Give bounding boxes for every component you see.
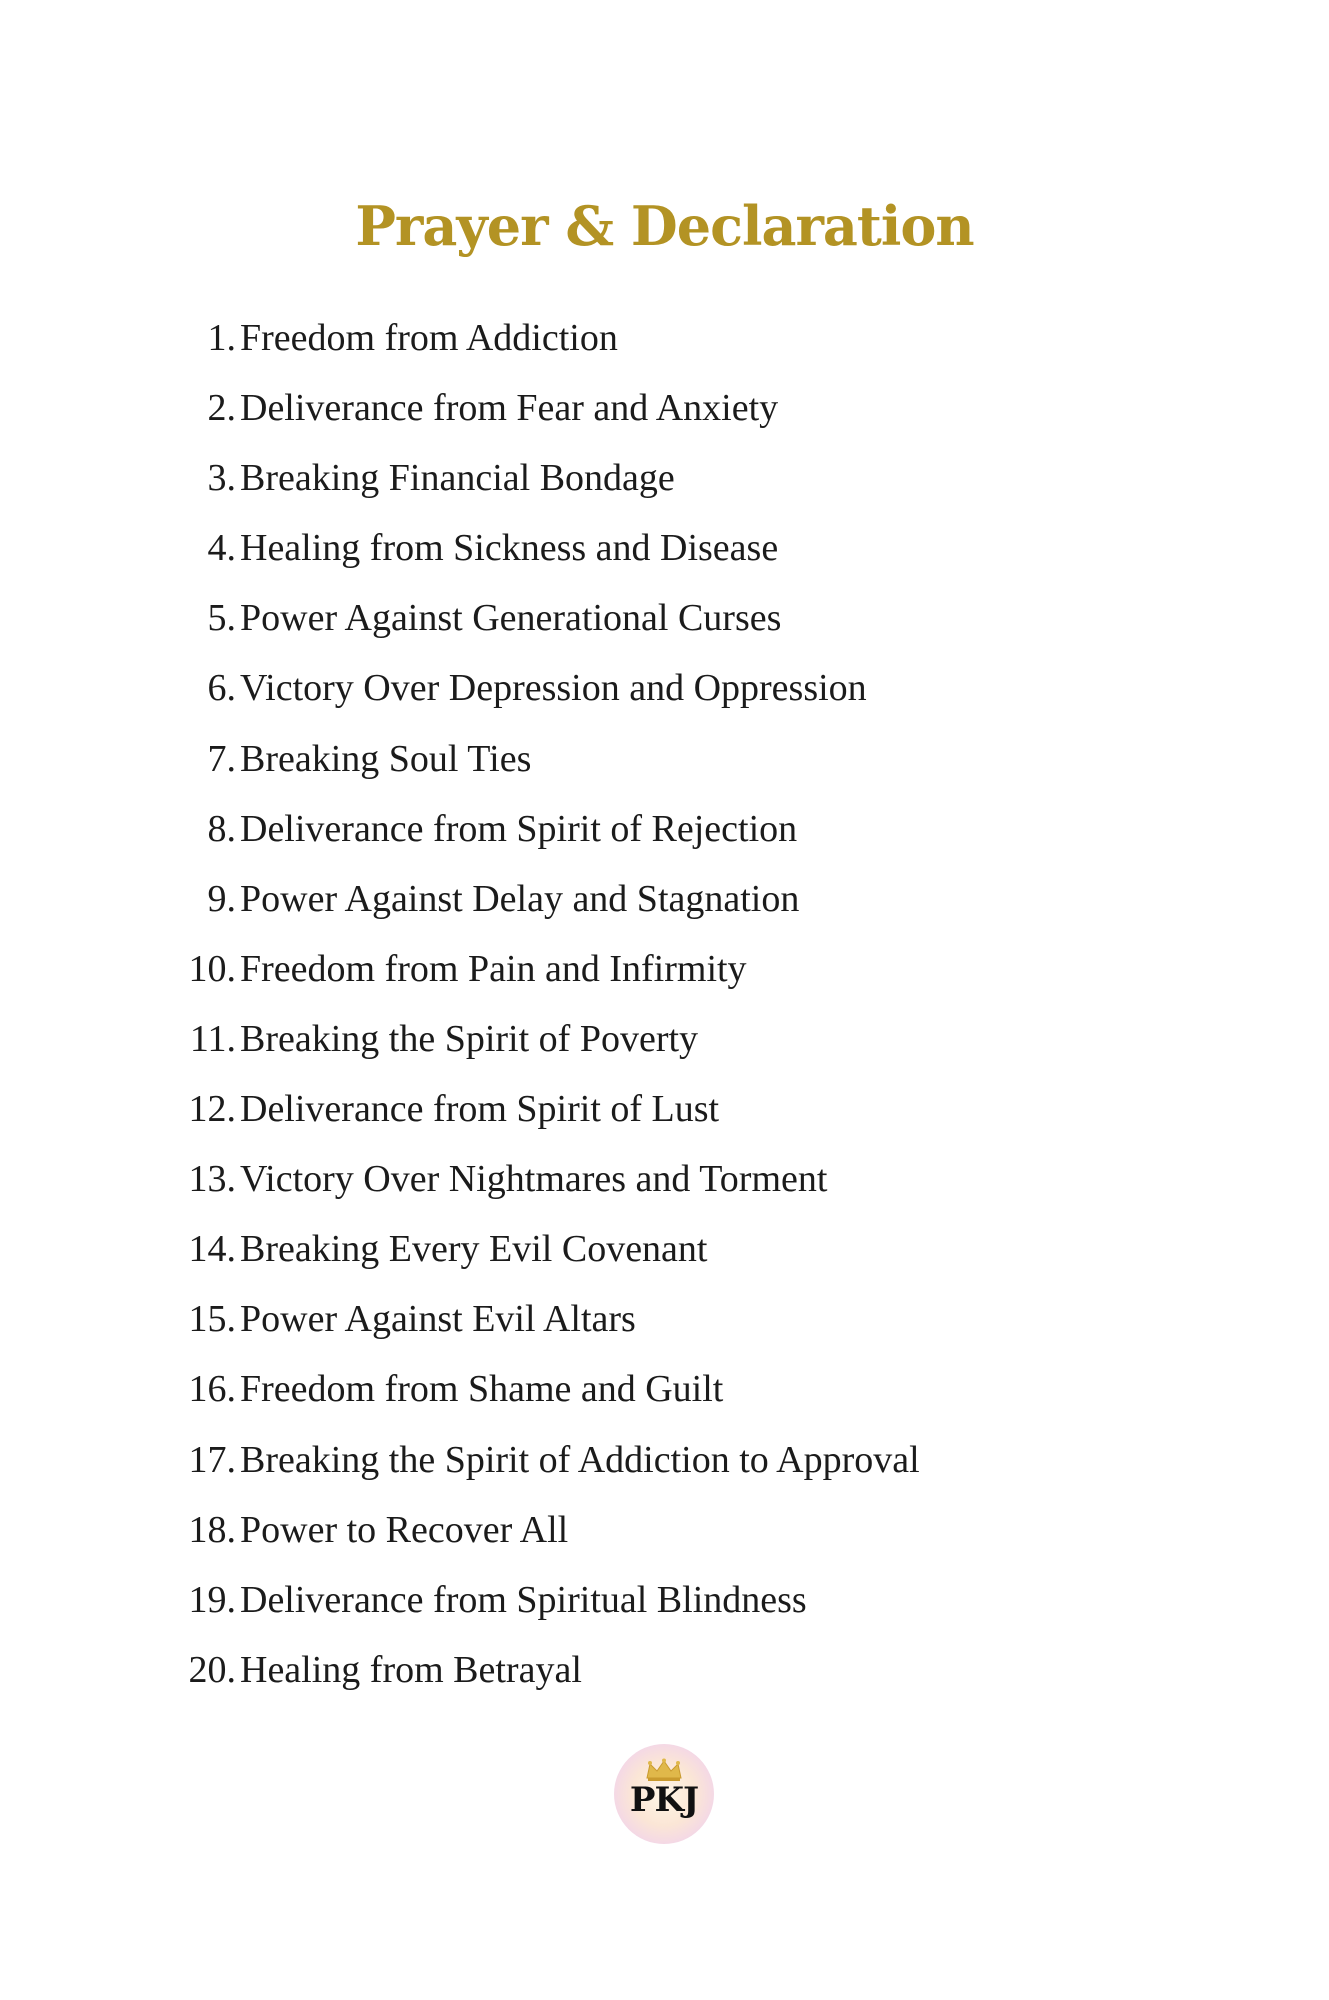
list-item-text: Breaking Every Evil Covenant: [240, 1228, 708, 1271]
list-item-number: 8.: [207, 807, 236, 850]
list-item-number: 10.: [188, 947, 236, 990]
list-item-number: 19.: [188, 1578, 236, 1621]
list-item: [150, 1508, 1200, 1578]
list-item: [150, 1648, 1200, 1718]
list-item-text: Breaking the Spirit of Poverty: [240, 1017, 699, 1060]
contents-list: [150, 316, 1200, 1718]
list-item-text: Deliverance from Spiritual Blindness: [240, 1578, 807, 1621]
list-item-text: Power Against Evil Altars: [240, 1298, 636, 1341]
crown-icon: [644, 1758, 684, 1782]
list-item-text: Victory Over Nightmares and Torment: [240, 1158, 828, 1201]
list-item-number: 6.: [207, 667, 236, 710]
list-item: [150, 1157, 1200, 1227]
list-item: [150, 877, 1200, 947]
list-item-text: Deliverance from Spirit of Lust: [240, 1088, 720, 1131]
list-item: [150, 456, 1200, 526]
list-item: [150, 947, 1200, 1017]
list-item: [150, 1227, 1200, 1297]
list-item: [150, 1438, 1200, 1508]
list-item-number: 12.: [188, 1088, 236, 1131]
list-item-number: 20.: [188, 1648, 236, 1691]
list-item-number: 5.: [207, 597, 236, 640]
list-item-number: 15.: [188, 1298, 236, 1341]
list-item-text: Power Against Generational Curses: [240, 597, 782, 640]
list-item-text: Deliverance from Spirit of Rejection: [240, 807, 798, 850]
list-item-text: Freedom from Addiction: [240, 317, 618, 359]
list-item-number: 18.: [188, 1508, 236, 1551]
list-item-number: 11.: [189, 1017, 236, 1060]
list-item-number: 16.: [188, 1368, 236, 1411]
list-item-text: Breaking Financial Bondage: [240, 457, 675, 500]
list-item-text: Breaking Soul Ties: [240, 737, 532, 780]
list-item-number: 1.: [207, 317, 236, 359]
list-item-text: Healing from Sickness and Disease: [240, 527, 779, 570]
page-title: Prayer & Declaration: [355, 194, 974, 258]
logo-letters: PKJ: [629, 1780, 699, 1820]
list-item: [150, 1297, 1200, 1367]
list-item-text: Breaking the Spirit of Addiction to Approval: [240, 1438, 920, 1481]
list-item-number: 9.: [207, 877, 236, 920]
list-item: [150, 526, 1200, 596]
list-item: [150, 316, 1200, 386]
list-item-number: 17.: [188, 1438, 236, 1481]
list-item: [150, 1017, 1200, 1087]
list-item-number: 3.: [207, 457, 236, 500]
list-item: [150, 1578, 1200, 1648]
list-item-number: 4.: [207, 527, 236, 570]
list-item-text: Healing from Betrayal: [240, 1648, 582, 1691]
list-item-text: Power to Recover All: [240, 1508, 569, 1551]
list-item: [150, 737, 1200, 807]
list-item-text: Freedom from Shame and Guilt: [240, 1368, 724, 1411]
list-item: [150, 807, 1200, 877]
list-item: [150, 1087, 1200, 1157]
list-item-text: Freedom from Pain and Infirmity: [240, 947, 747, 990]
list-item-number: 14.: [188, 1228, 236, 1271]
list-item: [150, 1367, 1200, 1437]
list-item-text: Victory Over Depression and Oppression: [240, 667, 867, 710]
list-item-number: 2.: [207, 387, 236, 430]
list-item: [150, 386, 1200, 456]
list-item-text: Deliverance from Fear and Anxiety: [240, 387, 779, 430]
list-item-number: 7.: [207, 737, 236, 780]
pkj-logo: [614, 1744, 714, 1844]
list-item-number: 13.: [188, 1158, 236, 1201]
list-item: [150, 666, 1200, 736]
list-item-text: Power Against Delay and Stagnation: [240, 877, 800, 920]
list-item: [150, 596, 1200, 666]
